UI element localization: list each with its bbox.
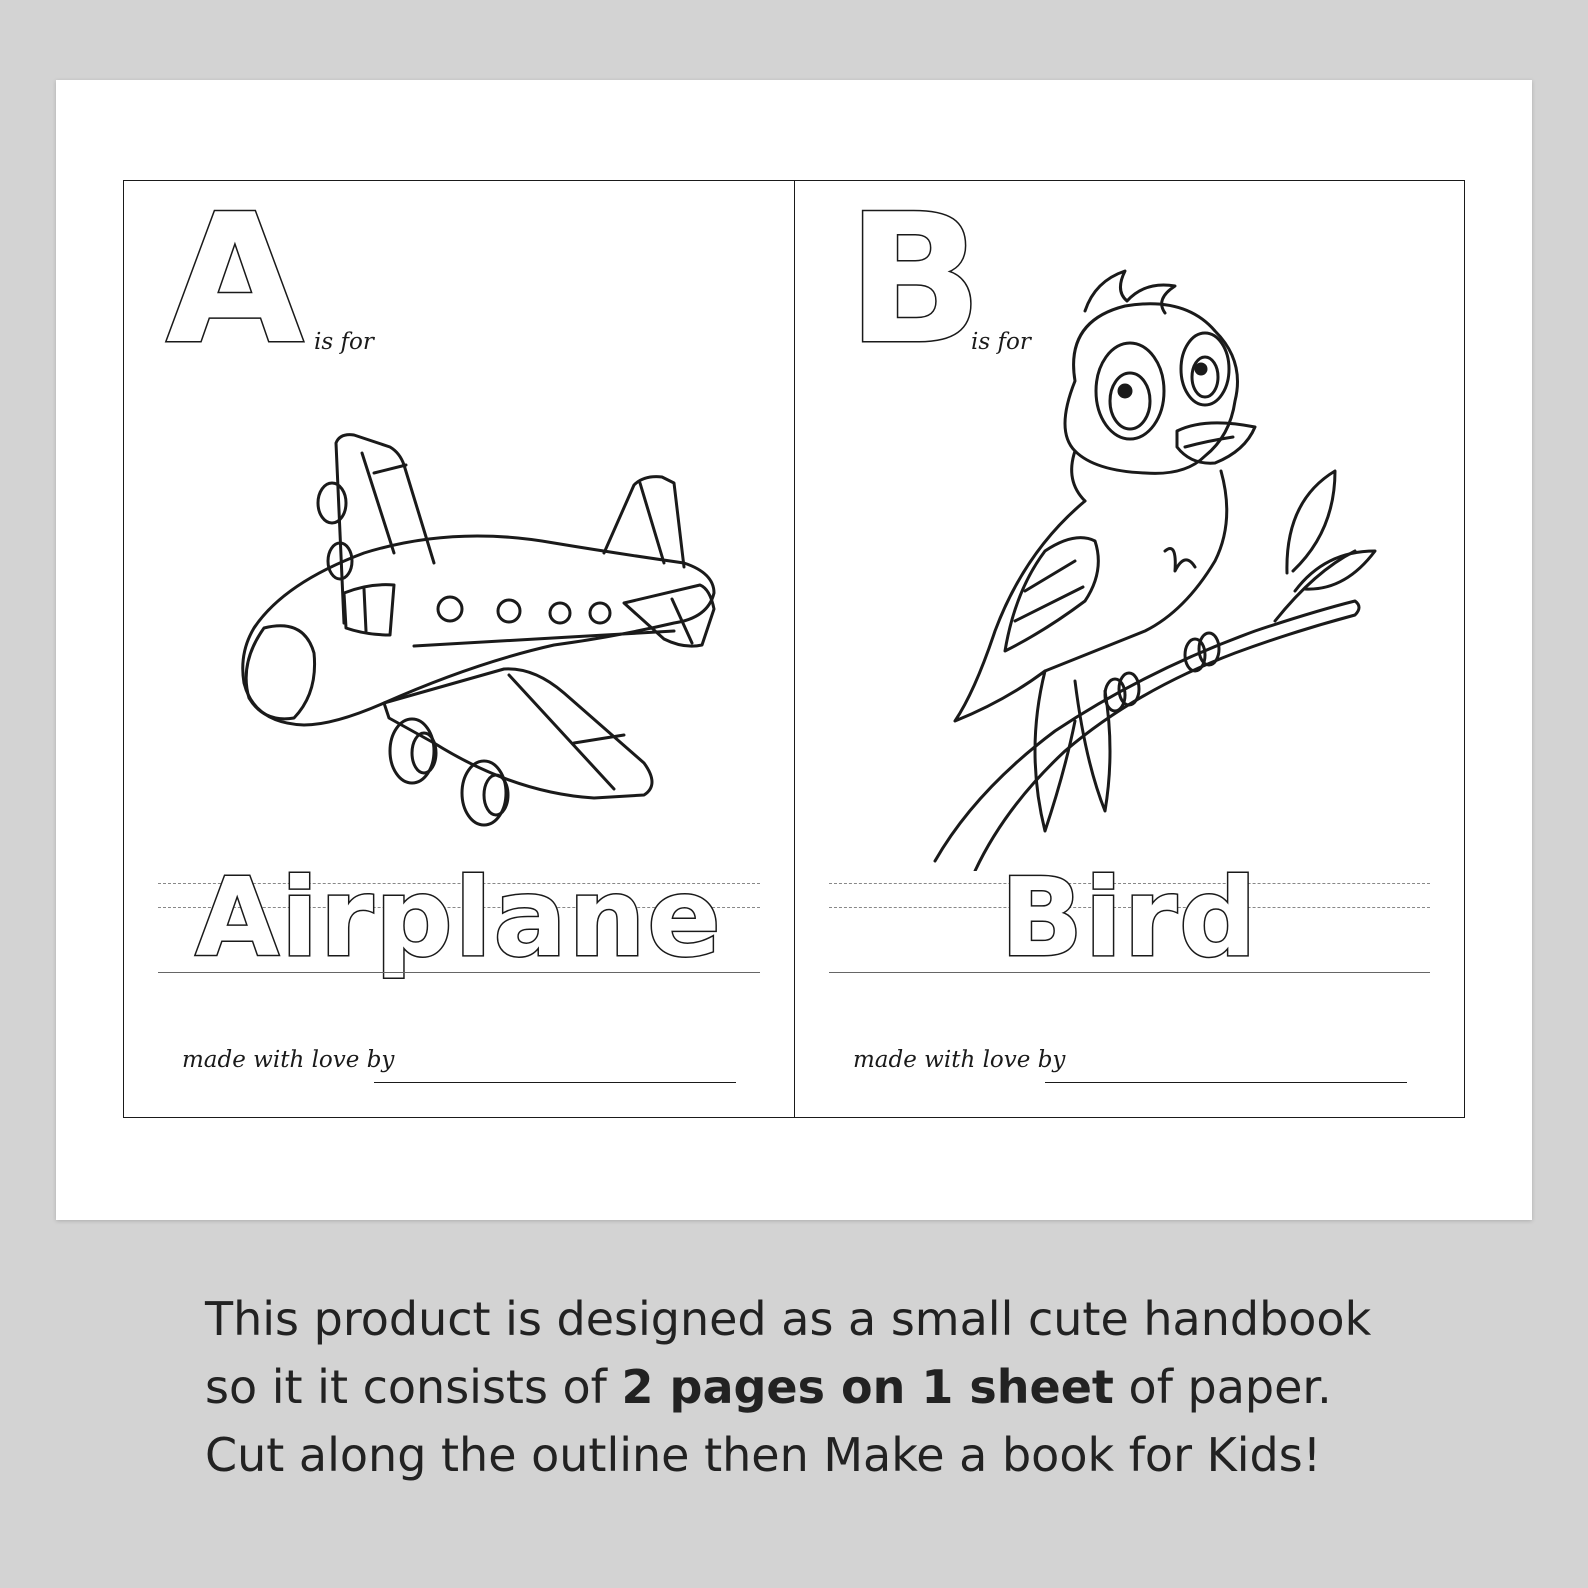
two-page-book xyxy=(123,176,1465,1118)
is-for-label: is for xyxy=(314,329,374,355)
caption-line-2 xyxy=(205,1353,1445,1421)
caption-line-2-end: of paper. xyxy=(1113,1360,1332,1414)
is-for-label: is for xyxy=(971,329,1031,355)
traceable-word: Airplane xyxy=(195,856,723,981)
airplane-illustration xyxy=(194,413,734,873)
credit-write-line[interactable] xyxy=(374,1082,736,1083)
big-letter-a: A xyxy=(166,176,304,383)
page-a xyxy=(124,176,794,1117)
guide-line-base xyxy=(829,972,1430,973)
caption-highlight: 2 pages on 1 sheet xyxy=(621,1360,1114,1414)
credit-label: made with love by xyxy=(853,1047,1066,1073)
caption-line-1: This product is designed as a small cute handbook xyxy=(205,1292,1372,1346)
page-b xyxy=(794,176,1464,1117)
printable-sheet xyxy=(56,80,1532,1220)
credit-write-line[interactable] xyxy=(1045,1082,1407,1083)
traceable-word: Bird xyxy=(1000,856,1259,981)
caption-line-2-start: so it it consists of xyxy=(205,1360,622,1414)
guide-line-base xyxy=(158,972,760,973)
credit-label: made with love by xyxy=(182,1047,395,1073)
product-description xyxy=(205,1285,1445,1489)
bird-illustration xyxy=(915,251,1395,871)
caption-line-3: Cut along the outline then Make a book for Kids! xyxy=(205,1428,1322,1482)
big-letter-b: B xyxy=(847,176,983,383)
